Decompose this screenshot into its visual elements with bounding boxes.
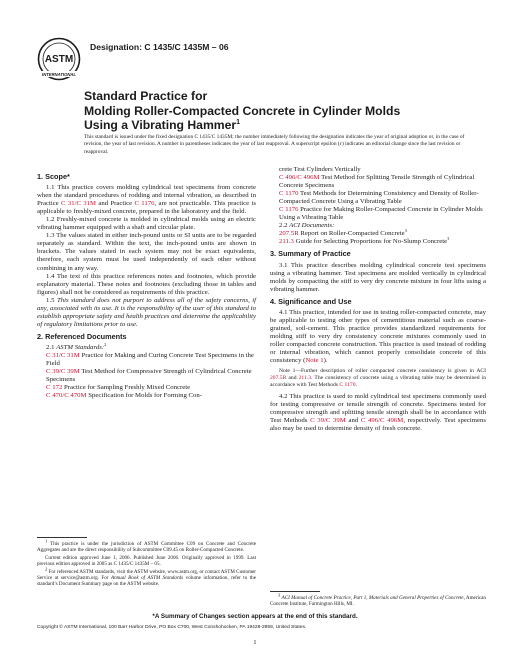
left-column: [37, 169, 256, 400]
section-2-heading: 2. Referenced Documents: [37, 331, 127, 341]
link-c496[interactable]: C 496/C 496M: [360, 417, 404, 425]
aci-ref-text: Report on Roller-Compacted Concrete: [298, 230, 405, 238]
section-1-heading: 1. Scope*: [37, 172, 70, 181]
para-2-2-num: 2.2: [279, 222, 290, 230]
ref-code-link[interactable]: C 1176: [279, 206, 299, 214]
ref-continuation: crete Test Cylinders Vertically: [279, 166, 361, 173]
ref-text: Practice for Making and Curing Concrete Test Specimens in the Field: [46, 351, 254, 368]
link-207-5r[interactable]: 207.5R: [270, 375, 287, 382]
ref-code-link[interactable]: C 470/C 470M: [46, 392, 87, 400]
para-4-2-text-a: 4.2 This practice is used to mold cylindrical test specimens commonly used for testing compressive or tensile strength of concrete. Specimens tested for compressive strength and splitting tensile strength shall be in accordance with Test Methods: [270, 393, 486, 425]
para-4-2-text-b: and: [345, 417, 361, 425]
ref-code-link[interactable]: C 39/C 39M: [46, 368, 80, 376]
para-4-1-text-a: 4.1 This practice, intended for use in testing roller-compacted concrete, may be applicable to testing other types of cementitious material such as coarse-grained, soil-cement. This practice provides standardized requirements for molding stiff to very dry consistency concrete mixtures commonly used in roller compacted concrete construction. This practice is used instead of rodding or internal vibration, which cannot properly consolidate concrete of this consistency (: [270, 308, 486, 365]
footnote-1-marker: 1: [45, 538, 48, 544]
summary-of-changes-note: *A Summary of Changes section appears at the end of this standard.: [152, 613, 358, 620]
para-1-1: [37, 184, 256, 216]
ref-item: [37, 368, 256, 384]
footnote-1: [37, 538, 257, 554]
astm-logo-icon: [37, 37, 81, 81]
right-column: [270, 166, 486, 433]
logo-text: ASTM: [44, 54, 74, 65]
footnote-ref-3[interactable]: 3: [404, 228, 407, 234]
section-4-heading: 4. Significance and Use: [270, 296, 352, 306]
link-211-3[interactable]: 211.3: [298, 375, 311, 382]
para-4-2: [270, 393, 486, 433]
footnote-2: [37, 565, 256, 588]
page-number: 1: [253, 639, 257, 646]
footnote-2-ital: Annual Book of ASTM Standards: [110, 575, 184, 582]
footnote-2-text-a: For referenced ASTM standards, visit the ASTM website, www.astm.org, or contact ASTM Customer Service at service@astm.org. For: [37, 568, 256, 582]
para-2-2-label: ACI Documents:: [289, 222, 335, 230]
para-2-1-num: 2.1: [46, 343, 57, 351]
note-1-text-c: . The consistency of concrete using a vibrating table may be determined in accordance with Test Methods: [270, 375, 486, 389]
ref-item: [37, 352, 256, 368]
section-3-heading: 3. Summary of Practice: [270, 249, 351, 259]
para-1-5-num: 1.5: [46, 296, 57, 304]
para-3-1: 3.1 This practice describes molding cylindrical concrete test specimens using a vibrating hammer. Test specimens are molded vertically in cylindrical molds by compacting the stiff to very dry concrete mixture in four lifts using a vibrating hammer.: [270, 261, 486, 293]
copyright-line: Copyright © ASTM International, 100 Barr Harbor Drive, PO Box C700, West Conshohocken, PA 19428-2959, United States.: [37, 625, 307, 630]
footnote-3-ital: ACI Manual of Concrete Practice, Part 1, Materials and General Properties of Concrete: [281, 595, 464, 601]
ref-text: Test Method for Splitting Tensile Strength of Cylindrical Concrete Specimens: [279, 174, 475, 190]
title-line-1: Standard Practice for: [84, 89, 208, 103]
aci-ref-item: [270, 238, 486, 246]
ref-text: Specification for Molds for Forming Con-: [86, 392, 203, 400]
para-2-1: [37, 341, 256, 352]
ref-code-link[interactable]: C 1170: [279, 190, 299, 198]
note-1: [270, 368, 486, 389]
ref-text: Practice for Sampling Freshly Mixed Concrete: [62, 384, 191, 392]
para-4-1-text-b: ).: [323, 357, 328, 365]
title-footnote-ref[interactable]: 1: [236, 119, 241, 127]
para-1-5-safety: This standard does not purport to address all of the safety concerns, if any, associated with its use. It is the responsibility of the user of this standard to establish appropriate safety and health practices and determine the applicability of regulatory limitations prior to use.: [37, 296, 257, 328]
footnote-2-text-b: volume information, refer to the standard’s Document Summary page on the ASTM website.: [37, 575, 256, 588]
para-2-1-label: ASTM Standards:: [56, 343, 105, 351]
para-1-1-text-a: 1.1 This practice covers molding cylindrical test specimens from concrete when the standard procedures of rodding and internal vibration, as described in Practice: [37, 184, 256, 208]
aci-code-link[interactable]: 211.3: [279, 238, 294, 246]
footnotes-left: [37, 538, 257, 589]
link-c1176[interactable]: C 1176: [134, 200, 155, 208]
link-note-1[interactable]: Note 1: [305, 357, 324, 365]
footnotes-right: [270, 592, 486, 609]
aci-code-link[interactable]: 207.5R: [279, 230, 299, 238]
para-1-1-text-c: , are not practicable. This practice is applicable to freshly-mixed concrete, prepared in the laboratory and the field.: [37, 200, 256, 216]
ref-item: [270, 190, 486, 206]
ref-code-link[interactable]: C 172: [46, 384, 63, 392]
note-1-text-d: .: [355, 382, 357, 389]
ref-item: [270, 174, 486, 190]
title-line-3-text: Using a Vibrating Hammer: [84, 118, 237, 133]
para-4-1: [270, 309, 486, 365]
note-1-text-a: Note 1—Further description of roller compacted concrete consistency is given in ACI: [279, 368, 486, 375]
para-1-5: [37, 297, 256, 329]
footnote-ref-2[interactable]: 2: [104, 341, 107, 347]
ref-code-link[interactable]: C 31/C 31M: [46, 351, 80, 359]
title-line-2: Molding Roller-Compacted Concrete in Cylinder Molds: [84, 103, 401, 118]
para-1-2: 1.2 Freshly-mixed concrete is molded in cylindrical molds using an electric vibrating hammer equipped with a shaft and circular plate.: [37, 216, 256, 232]
footnote-3-marker: 3: [278, 592, 281, 598]
footnote-ref-3[interactable]: 3: [447, 236, 450, 242]
ref-text: Test Methods for Determining Consistency and Density of Roller-Compacted Concrete Using a Vibrating Table: [279, 190, 479, 206]
footnote-1-text: This practice is under the jurisdiction of ASTM Committee C09 on Concrete and Concrete Aggregates and are the direct responsibility of Subcommittee C09.45 on Roller-Compacted Concrete.: [37, 541, 257, 554]
para-4-2-text-c: , respectively. Test specimens also may be used to determine density of fresh concrete.: [270, 417, 486, 433]
note-1-text-b: and: [286, 375, 299, 382]
aci-ref-text: Guide for Selecting Proportions for No-Slump Concrete: [293, 238, 448, 246]
link-c1170[interactable]: C 1170: [339, 382, 356, 389]
ref-item: [270, 206, 486, 222]
footnote-3-text: , American Concrete Institute, Farmington Hills, MI.: [270, 595, 486, 608]
footnote-current-edition: Current edition approved June 1, 2006. Published June 2006. Originally approved in 1999. Last previous edition approved in 2005 as C 1435/C 1435M – 05.: [37, 554, 256, 568]
footnote-3: [270, 592, 486, 608]
designation: Designation: C 1435/C 1435M – 06: [90, 42, 229, 52]
footnote-2-marker: 2: [45, 565, 48, 571]
ref-text: Practice for Making Roller-Compacted Concrete in Cylinder Molds Using a Vibrating Table: [279, 206, 483, 222]
logo-subtext: INTERNATIONAL: [42, 72, 76, 77]
para-1-4: 1.4 The text of this practice references notes and footnotes, which provide explanatory material. These notes and footnotes (excluding those in tables and figures) shall not be considered as requirements of this practice.: [37, 272, 256, 296]
title-line-3: [84, 118, 400, 133]
ref-item: [37, 392, 256, 400]
link-c31[interactable]: C 31/C 31M: [61, 200, 97, 208]
ref-text: Test Method for Compressive Strength of Cylindrical Concrete Specimens: [46, 368, 252, 384]
para-1-1-text-b: and Practice: [96, 200, 135, 208]
ref-code-link[interactable]: C 496/C 496M: [279, 174, 320, 182]
link-c39[interactable]: C 39/C 39M: [310, 417, 346, 425]
para-1-3: 1.3 The values stated in either inch-pound units or SI units are to be regarded separately as standard. Within the text, the inch-pound units are shown in brackets. The values stated in each system may not be exact equivalents, therefore, each system must be used independently of each other without combining in any way.: [37, 232, 256, 272]
issuance-notice: This standard is issued under the fixed designation C 1435/C 1435M; the number immediately following the designation indicates the year of original adoption or, in the case of revision, the year of last revision. A number in parentheses indicates the year of last reapproval. A superscript epsilon (ε) indicates an editorial change since the last revision or reapproval.: [84, 134, 465, 155]
ref-item: [37, 384, 256, 392]
document-title: [84, 89, 400, 133]
